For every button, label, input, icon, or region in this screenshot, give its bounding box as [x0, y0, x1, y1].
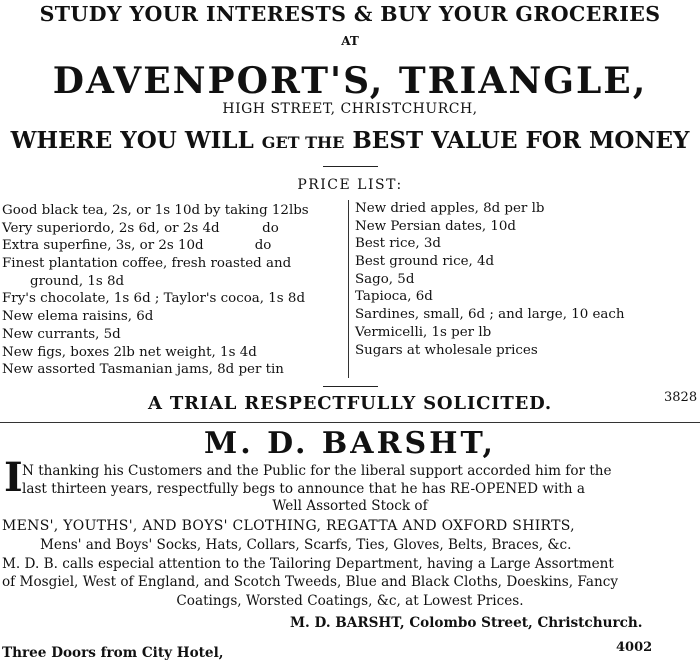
footer-address: Three Doors from City Hotel, [2, 645, 224, 661]
list-item: Extra superfine, 3s, or 2s 10d do [2, 238, 272, 254]
headline: STUDY YOUR INTERESTS & BUY YOUR GROCERIES [39, 2, 661, 26]
list-item: Finest plantation coffee, fresh roasted and [2, 256, 292, 272]
list-item: Very superiordo, 2s 6d, or 2s 4d do [2, 220, 279, 236]
divider-rule [323, 166, 378, 167]
at-label: AT [341, 34, 359, 48]
store-address: HIGH STREET, CHRISTCHURCH, [222, 101, 478, 117]
price-list-left [2, 202, 344, 379]
tagline [0, 127, 700, 154]
column-divider [348, 200, 349, 378]
reference-number: 3828 [664, 390, 698, 405]
price-list-heading: PRICE LIST: [297, 177, 403, 193]
list-item: Tapioca, 6d [355, 289, 433, 305]
list-item: Good black tea, 2s, or 1s 10d by taking 12lbs [2, 203, 309, 218]
drop-cap: I [4, 454, 23, 501]
paragraph-line: MENS', YOUTHS', AND BOYS' CLOTHING, REGATTA AND OXFORD SHIRTS, [2, 518, 575, 534]
list-item: Sugars at wholesale prices [355, 342, 538, 358]
paragraph-line: Mens' and Boys' Socks, Hats, Collars, Scarfs, Ties, Gloves, Belts, Braces, &c. [40, 537, 572, 553]
list-item: New elema raisins, 6d [2, 309, 154, 325]
reference-number: 4002 [616, 640, 653, 655]
paragraph-line: N thanking his Customers and the Public for the liberal support accorded him for the [22, 463, 612, 479]
list-item: New assorted Tasmanian jams, 8d per tin [2, 362, 284, 378]
list-item: Vermicelli, 1s per lb [355, 324, 492, 340]
tagline-part-1: WHERE YOU WILL [10, 127, 254, 154]
trial-note: A TRIAL RESPECTFULLY SOLICITED. [148, 393, 552, 414]
list-item: New Persian dates, 10d [355, 218, 516, 234]
price-list-right [355, 200, 700, 359]
list-item: New figs, boxes 2lb net weight, 1s 4d [2, 344, 257, 360]
paragraph-line: Coatings, Worsted Coatings, &c, at Lowest Prices. [176, 593, 524, 609]
paragraph-line: last thirteen years, respectfully begs to announce that he has RE-OPENED with a [22, 481, 585, 497]
list-item: Fry's chocolate, 1s 6d ; Taylor's cocoa, 1s 8d [2, 291, 306, 307]
store-name: DAVENPORT'S, TRIANGLE, [52, 60, 648, 102]
section-divider [0, 422, 700, 423]
tagline-part-2: GET THE [261, 133, 345, 152]
list-item: Sardines, small, 6d ; and large, 10 each [355, 307, 625, 323]
paragraph-line: M. D. B. calls especial attention to the Tailoring Department, having a Large Assortment [2, 556, 614, 572]
list-item: New dried apples, 8d per lb [355, 201, 545, 216]
list-item: Best rice, 3d [355, 236, 441, 252]
list-item: ground, 1s 8d [30, 273, 125, 289]
list-item: Sago, 5d [355, 271, 415, 287]
list-item: New currants, 5d [2, 326, 121, 342]
tagline-part-3: BEST VALUE FOR MONEY [352, 127, 690, 154]
list-item: Best ground rice, 4d [355, 254, 495, 270]
paragraph-line: of Mosgiel, West of England, and Scotch Tweeds, Blue and Black Cloths, Doeskins, Fancy [2, 574, 619, 590]
signature: M. D. BARSHT, Colombo Street, Christchurch. [290, 615, 643, 631]
divider-rule [323, 386, 378, 387]
advertiser-name: M. D. BARSHT, [204, 426, 496, 461]
paragraph-line: Well Assorted Stock of [272, 498, 428, 514]
